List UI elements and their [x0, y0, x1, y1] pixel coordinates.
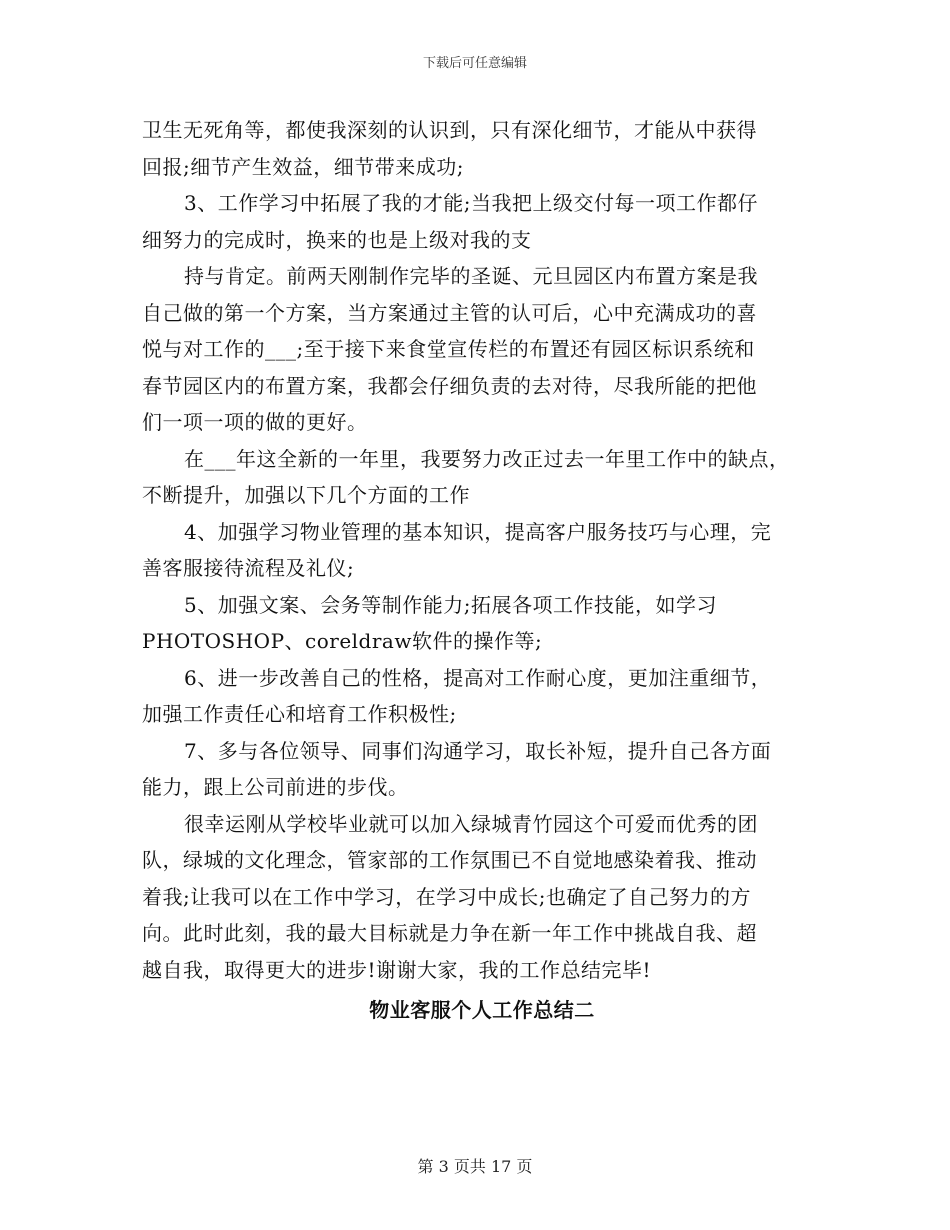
text-line: 5、加强文案、会务等制作能力;拓展各项工作技能，如学习	[184, 592, 717, 617]
text-line: 向。此时此刻，我的最大目标就是力争在新一年工作中挑战自我、超	[142, 921, 757, 945]
text-line: PHOTOSHOP、coreldraw软件的操作等;	[142, 629, 543, 653]
text-line: 善客服接待流程及礼仪;	[142, 556, 355, 580]
text-line: 6、进一步改善自己的性格，提高对工作耐心度，更加注重细节，	[184, 665, 772, 690]
text-line: 4、加强学习物业管理的基本知识，提高客户服务技巧与心理，完	[184, 519, 772, 544]
text-line: 加强工作责任心和培育工作积极性;	[142, 702, 457, 726]
text-line: 持与肯定。前两天刚制作完毕的圣诞、元旦园区内布置方案是我	[184, 264, 758, 288]
text-line: 很幸运刚从学校毕业就可以加入绿城青竹园这个可爱而优秀的团	[184, 811, 758, 836]
text-line: 悦与对工作的___;至于接下来食堂宣传栏的布置还有园区标识系统和	[142, 337, 755, 361]
text-line: 能力，跟上公司前进的步伐。	[142, 775, 409, 799]
text-line: 春节园区内的布置方案，我都会仔细负责的去对待，尽我所能的把他	[142, 373, 757, 398]
text-line: 卫生无死角等，都使我深刻的认识到，只有深化细节，才能从中获得	[142, 118, 757, 142]
text-line: 着我;让我可以在工作中学习，在学习中成长;也确定了自己努力的方	[142, 884, 751, 909]
text-line: 细努力的完成时，换来的也是上级对我的支	[142, 227, 532, 252]
text-line: 不断提升，加强以下几个方面的工作	[142, 483, 470, 507]
document-body	[142, 112, 822, 1029]
section-title: 物业客服个人工作总结二	[369, 998, 595, 1022]
text-line: 3、工作学习中拓展了我的才能;当我把上级交付每一项工作都仔	[184, 191, 758, 215]
text-line: 7、多与各位领导、同事们沟通学习，取长补短，提升自己各方面	[184, 738, 772, 763]
text-line: 回报;细节产生效益，细节带来成功;	[142, 154, 464, 179]
text-line: 越自我，取得更大的进步!谢谢大家，我的工作总结完毕!	[142, 957, 652, 982]
text-line: 自己做的第一个方案，当方案通过主管的认可后，心中充满成功的喜	[142, 300, 757, 325]
text-line: 队，绿城的文化理念，管家部的工作氛围已不自觉地感染着我、推动	[142, 848, 757, 872]
text-line: 们一项一项的做的更好。	[142, 410, 368, 434]
page-header: 下载后可任意编辑	[422, 56, 527, 71]
text-line: 在___年这全新的一年里，我要努力改正过去一年里工作中的缺点，	[184, 446, 790, 471]
page-footer: 第 3 页共 17 页	[417, 1157, 533, 1176]
